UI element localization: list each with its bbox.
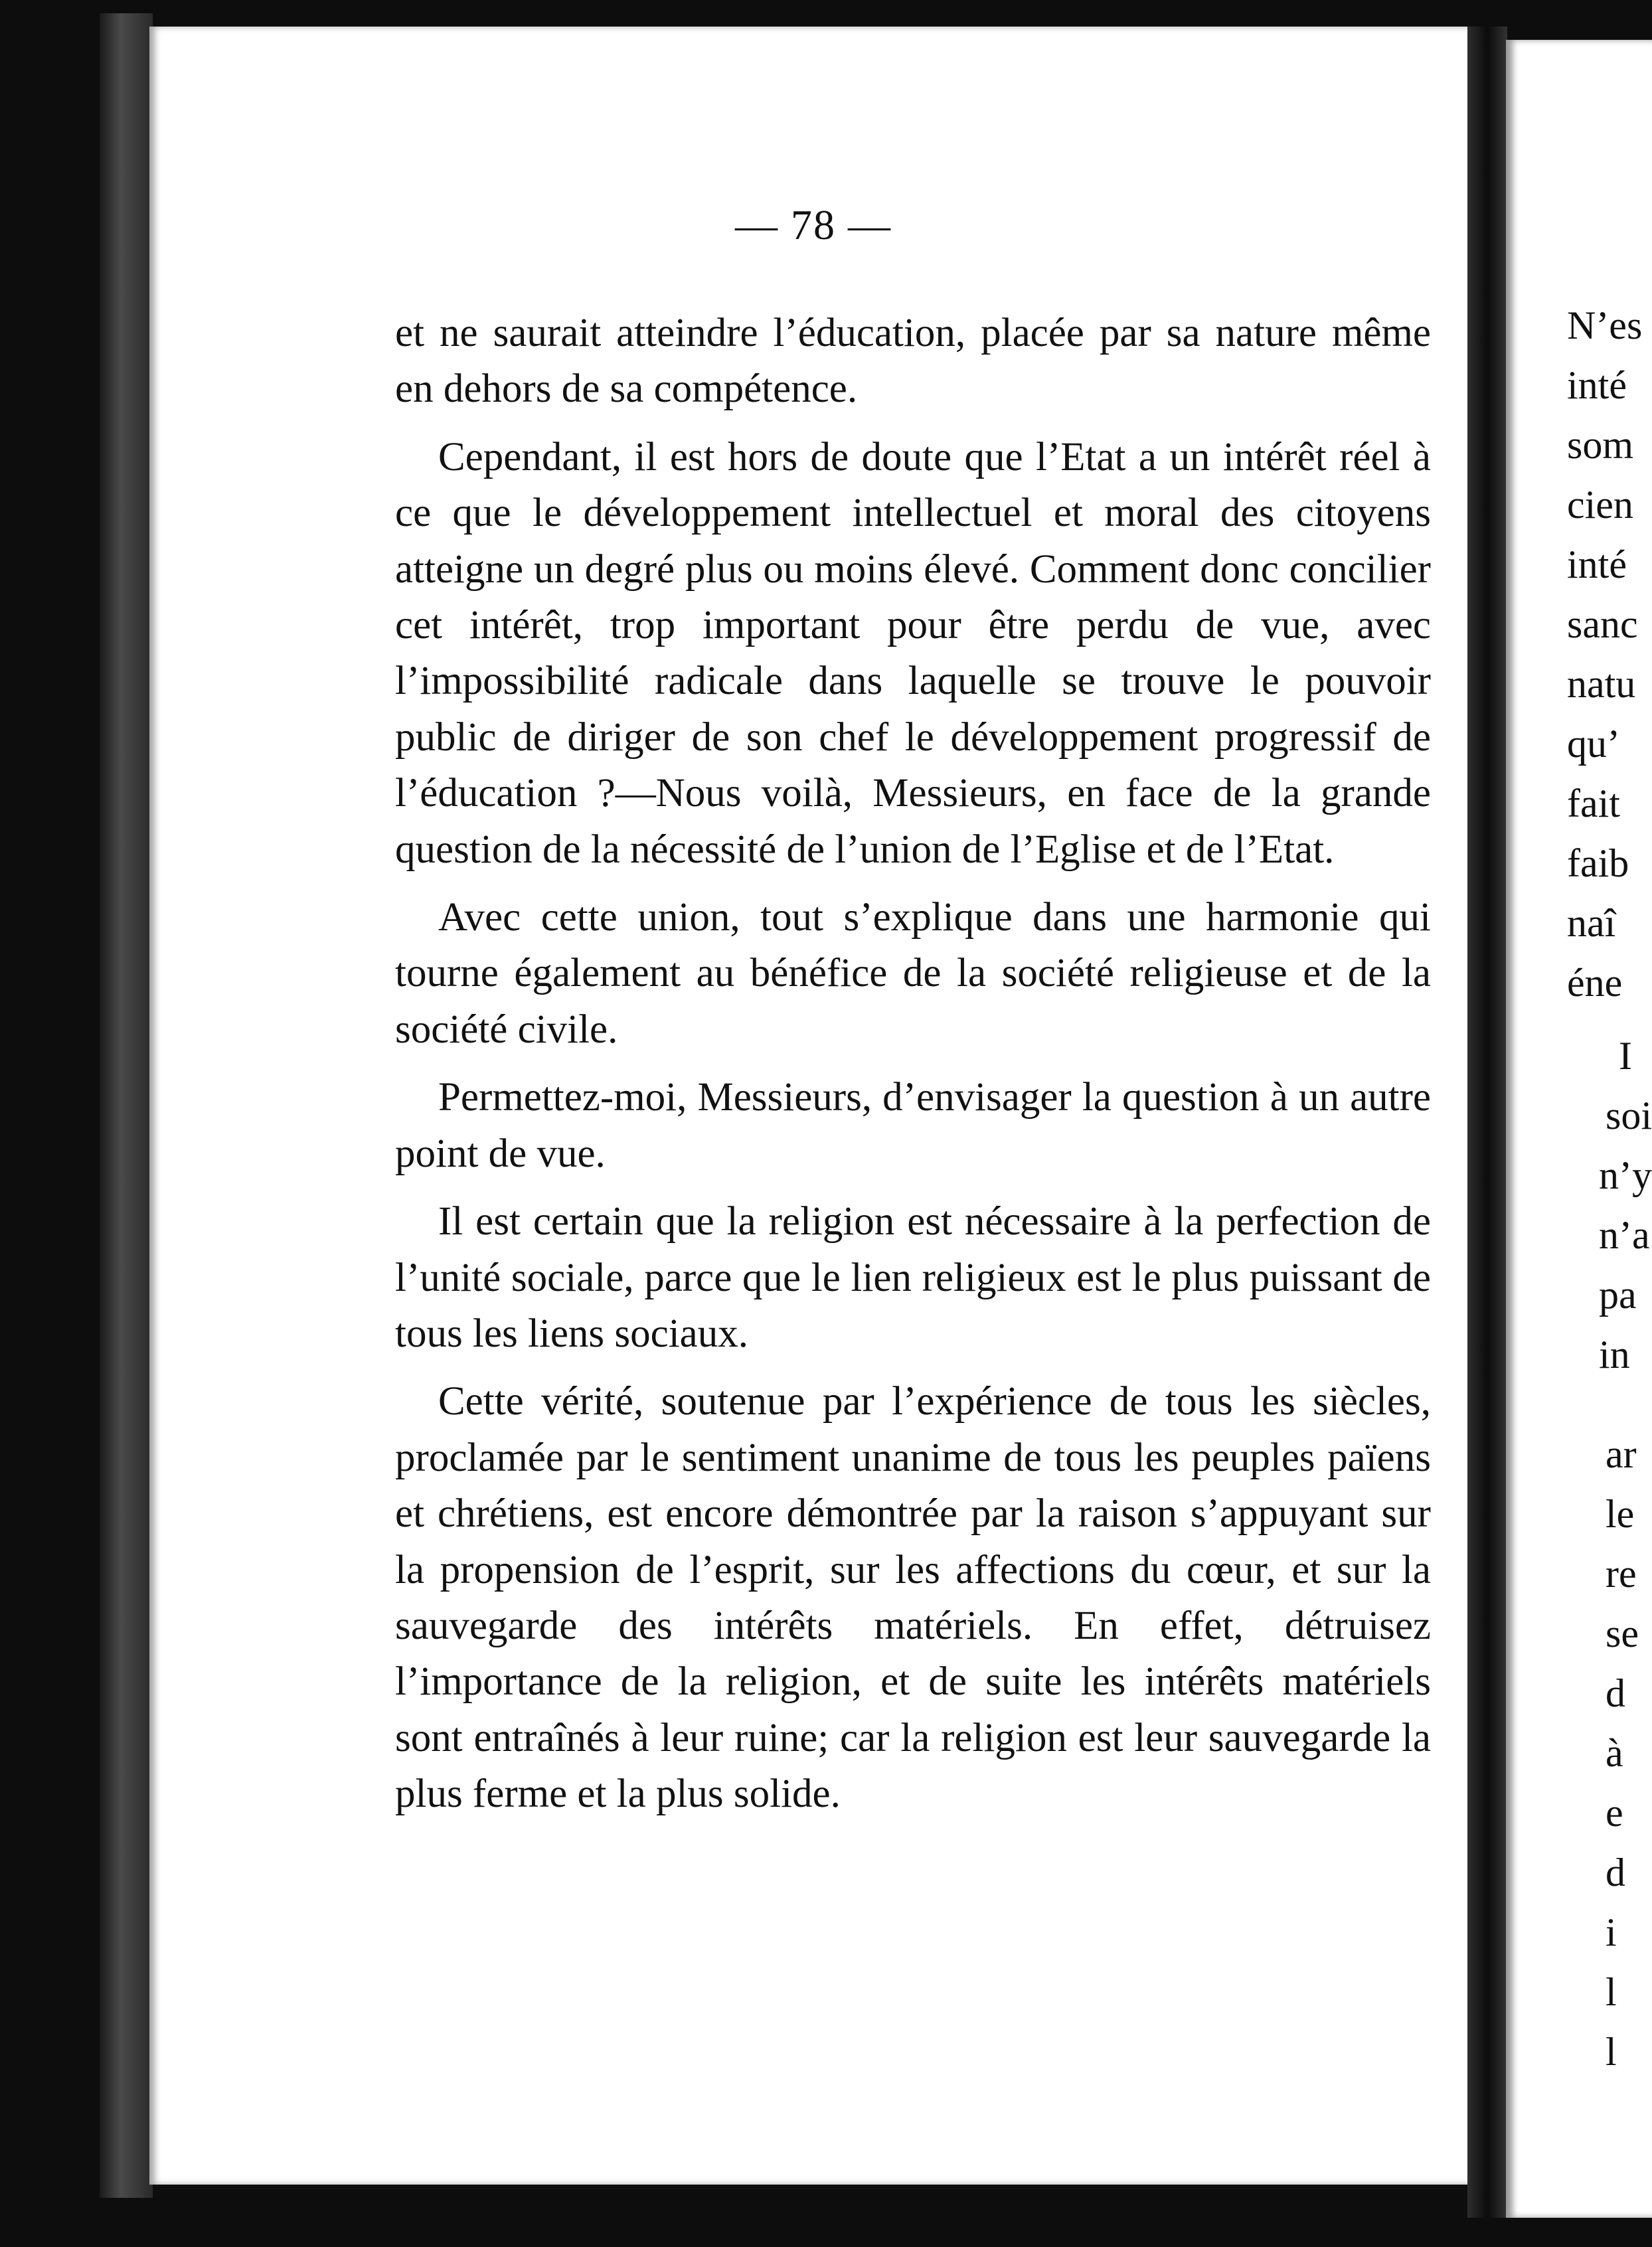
paragraph-2: Cependant, il est hors de doute que l’Etat a un intérêt réel à ce que le développement intellectuel et moral des citoyens atteigne un degré plus ou moins élevé. Comment donc concilier cet intérêt, trop important pour être perdu de vue, avec l’impossibilité radicale dans laquelle se trouve le pouvoir public de diriger de son chef le développement progressif de l’éducation ?—Nous voilà, Messieurs, en face de la grande question de la nécessité de l’union de l’Eglise et de l’Etat. bbox=[395, 434, 1431, 872]
next-page-fragment: in bbox=[1599, 1333, 1630, 1376]
next-page-fragment: natu bbox=[1567, 662, 1636, 706]
next-page-fragment: ar bbox=[1606, 1432, 1637, 1476]
next-page-fragment: éne bbox=[1567, 961, 1623, 1005]
page-text bbox=[395, 305, 1431, 1823]
next-page-fragment: faib bbox=[1567, 841, 1629, 885]
next-page-fragment: i bbox=[1606, 1910, 1617, 1954]
next-page-fragment: n’y bbox=[1599, 1153, 1652, 1197]
next-page-fragment: I bbox=[1619, 1034, 1632, 1078]
next-page-fragment: à bbox=[1606, 1731, 1623, 1775]
paragraph-3: Avec cette union, tout s’explique dans une harmonie qui tourne également au bénéfice de la société religieuse et de la société civile. bbox=[395, 895, 1431, 1052]
next-page-fragment: inté bbox=[1567, 542, 1627, 586]
next-page-fragment: soi bbox=[1606, 1094, 1652, 1137]
paragraph-4: Permettez-moi, Messieurs, d’envisager la question à un autre point de vue. bbox=[395, 1075, 1431, 1176]
next-page-fragment: d bbox=[1606, 1671, 1625, 1715]
next-page-fragment: N’es bbox=[1567, 303, 1643, 347]
next-page-fragment: re bbox=[1606, 1552, 1637, 1596]
book-page-left bbox=[149, 27, 1477, 2185]
next-page-fragment: sanc bbox=[1567, 602, 1638, 646]
next-page-fragment: inté bbox=[1567, 363, 1627, 407]
paragraph-5: Il est certain que la religion est nécessaire à la perfection de l’unité sociale, parce que le lien religieux est le plus puissant de tous les liens sociaux. bbox=[395, 1199, 1431, 1356]
next-page-fragment: fait bbox=[1567, 782, 1620, 825]
next-page-fragment: l bbox=[1606, 1970, 1617, 2014]
page-number: — 78 — bbox=[735, 201, 892, 248]
next-page-fragment: cien bbox=[1567, 483, 1633, 527]
book-spine-shadow bbox=[100, 13, 153, 2198]
book-gutter bbox=[1467, 27, 1507, 2218]
next-page-fragment: se bbox=[1606, 1612, 1639, 1655]
paragraph-6: Cette vérité, soutenue par l’expérience de tous les siècles, proclamée par le sentiment unanime de tous les peuples païens et chrétiens, est encore démontrée par la raison s’appuyant sur la propension de l’esprit, sur les affections du cœur, et sur la sauvegarde des intérêts matériels. En effet, détruisez l’importance de la religion, et de suite les intérêts matériels sont entraînés à leur ruine; car la religion est leur sauvegarde la plus ferme et la plus solide. bbox=[395, 1379, 1431, 1817]
next-page-fragment: d bbox=[1606, 1851, 1625, 1894]
next-page-fragment: le bbox=[1606, 1492, 1635, 1536]
next-page-fragment: qu’ bbox=[1567, 722, 1620, 766]
next-page-fragment: som bbox=[1567, 423, 1634, 467]
book-page-right-edge bbox=[1506, 40, 1652, 2218]
next-page-fragment: pa bbox=[1599, 1273, 1637, 1317]
paragraph-1: et ne saurait atteindre l’éducation, placée par sa nature même en dehors de sa compétence. bbox=[395, 311, 1431, 412]
next-page-fragment: naî bbox=[1567, 901, 1616, 945]
next-page-fragment: e bbox=[1606, 1791, 1623, 1835]
next-page-fragment: n’a bbox=[1599, 1213, 1650, 1257]
next-page-fragment: l bbox=[1606, 2030, 1617, 2074]
